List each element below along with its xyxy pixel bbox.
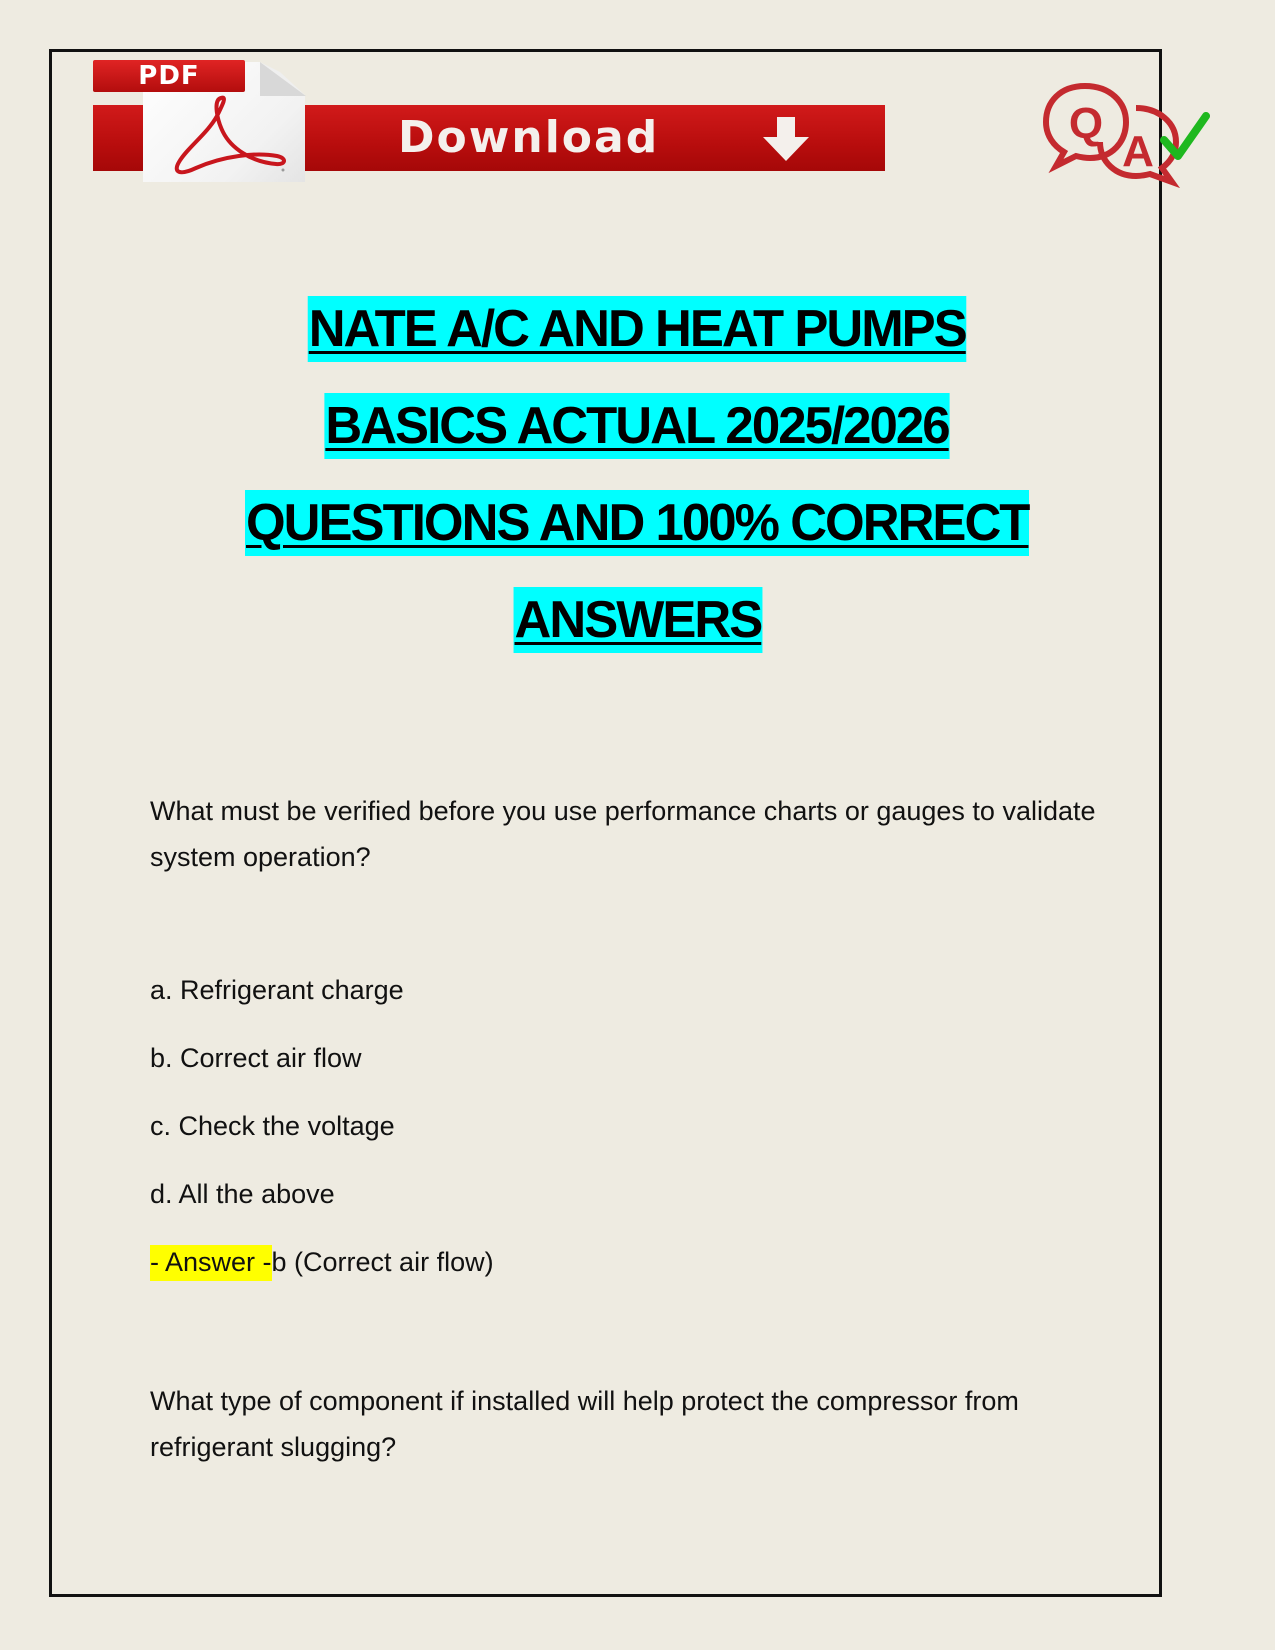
question-block-1 xyxy=(150,788,1110,1282)
qa-icon xyxy=(1040,78,1210,188)
options-list xyxy=(150,970,1110,1242)
question-text-2: What type of component if installed will help protect the compressor from refrigerant slugging? xyxy=(150,1386,1019,1462)
title-line-1: NATE A/C AND HEAT PUMPS xyxy=(0,296,1275,393)
question-text: What must be verified before you use performance charts or gauges to validate system operation? xyxy=(150,796,1096,872)
pdf-label: PDF xyxy=(93,60,245,92)
title-line-3: QUESTIONS AND 100% CORRECT xyxy=(0,490,1275,587)
pdf-download-banner[interactable] xyxy=(93,60,885,182)
title-line-2: BASICS ACTUAL 2025/2026 xyxy=(0,393,1275,490)
option-d: d. All the above xyxy=(150,1179,335,1209)
answer-label: - Answer - xyxy=(150,1245,272,1281)
option-b: b. Correct air flow xyxy=(150,1043,362,1073)
answer-text: b (Correct air flow) xyxy=(271,1247,494,1277)
document-title xyxy=(0,296,1275,684)
answer-line xyxy=(150,1242,1110,1282)
download-label: Download xyxy=(398,112,660,163)
q-letter: Q xyxy=(1068,99,1104,148)
down-arrow-icon xyxy=(761,117,811,161)
option-c: c. Check the voltage xyxy=(150,1111,395,1141)
a-letter: A xyxy=(1122,127,1154,176)
title-line-4: ANSWERS xyxy=(0,587,1275,684)
acrobat-logo-icon xyxy=(151,90,291,180)
option-a: a. Refrigerant charge xyxy=(150,975,404,1005)
